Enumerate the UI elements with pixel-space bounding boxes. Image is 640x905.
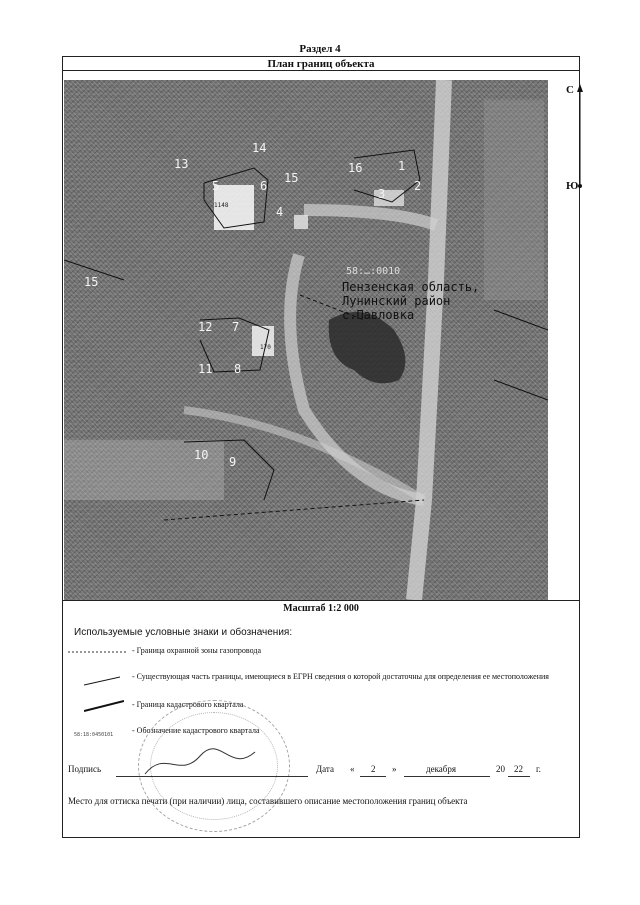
legend-item: - Граница охранной зоны газопровода <box>132 646 262 655</box>
district-label: Лунинский район <box>342 294 451 308</box>
date-label: Дата <box>316 764 334 774</box>
quarter-code-sample: 58:18:0450101 <box>74 732 114 738</box>
page-title: План границ объекта <box>267 58 375 70</box>
parcel-label: 5 <box>212 179 220 193</box>
date-day[interactable]: 2 <box>371 764 376 774</box>
cadastral-quarter-label: 58:…:0010 <box>346 266 401 277</box>
date-year-prefix: 20 <box>496 764 505 774</box>
year-unit: г. <box>536 764 541 774</box>
parcel-label: 13 <box>174 157 189 171</box>
parcel-area-label: 170 <box>260 344 271 351</box>
parcel-label: 1 <box>398 159 406 173</box>
legend-item: - Обозначение кадастрового квартала <box>132 726 260 735</box>
place-label: с.Павловка <box>342 308 415 322</box>
legend-title: Используемые условные знаки и обозначения: <box>74 627 293 638</box>
date-quote-open: « <box>350 764 355 774</box>
map-divider <box>62 600 580 601</box>
day-line <box>360 776 386 777</box>
region-label: Пензенская область, <box>342 280 480 294</box>
parcel-label: 2 <box>414 179 422 193</box>
parcel-label: 10 <box>194 448 209 462</box>
parcel-label: 14 <box>252 141 267 155</box>
parcel-label: 16 <box>348 161 363 175</box>
section-heading: Раздел 4 <box>299 43 341 55</box>
parcel-label: 7 <box>232 320 240 334</box>
parcel-area-label: 1148 <box>214 202 229 209</box>
signature-label: Подпись <box>68 764 102 774</box>
map-scale: Масштаб 1:2 000 <box>283 603 359 614</box>
handwritten-signature <box>140 744 260 784</box>
legend-item: - Существующая часть границы, имеющиеся в ЕГРН сведения о которой достаточны для определения ее местоположения <box>132 672 549 681</box>
year-line <box>508 776 530 777</box>
title-divider <box>62 70 580 71</box>
parcel-label: 15 <box>284 171 299 185</box>
parcel-label: 9 <box>229 455 237 469</box>
date-year[interactable]: 22 <box>514 764 523 774</box>
existing-boundary-line-icon <box>84 676 120 686</box>
parcel-label: 4 <box>276 205 284 219</box>
parcel-label: 12 <box>198 320 213 334</box>
parcel-label: 6 <box>260 179 268 193</box>
date-month[interactable]: декабря <box>426 764 457 774</box>
month-line <box>404 776 490 777</box>
parcel-label: 11 <box>198 362 213 376</box>
stamp-place-note: Место для оттиска печати (при наличии) лица, составившего описание местоположения границ объекта <box>68 796 468 806</box>
quarter-boundary-line-icon <box>84 700 124 712</box>
parcel-label: 8 <box>234 362 242 376</box>
gas-zone-line-icon <box>68 650 126 654</box>
map-overlay <box>64 80 548 600</box>
compass-arrow-icon <box>576 84 584 190</box>
compass-south-label: Ю <box>566 180 579 192</box>
legend-item: - Граница кадастрового квартала <box>132 700 244 709</box>
satellite-map[interactable] <box>64 80 548 600</box>
compass-north-label: С <box>566 84 574 96</box>
parcel-label: 3 <box>378 187 386 201</box>
parcel-label: 15 <box>84 275 99 289</box>
date-quote-close: » <box>392 764 397 774</box>
